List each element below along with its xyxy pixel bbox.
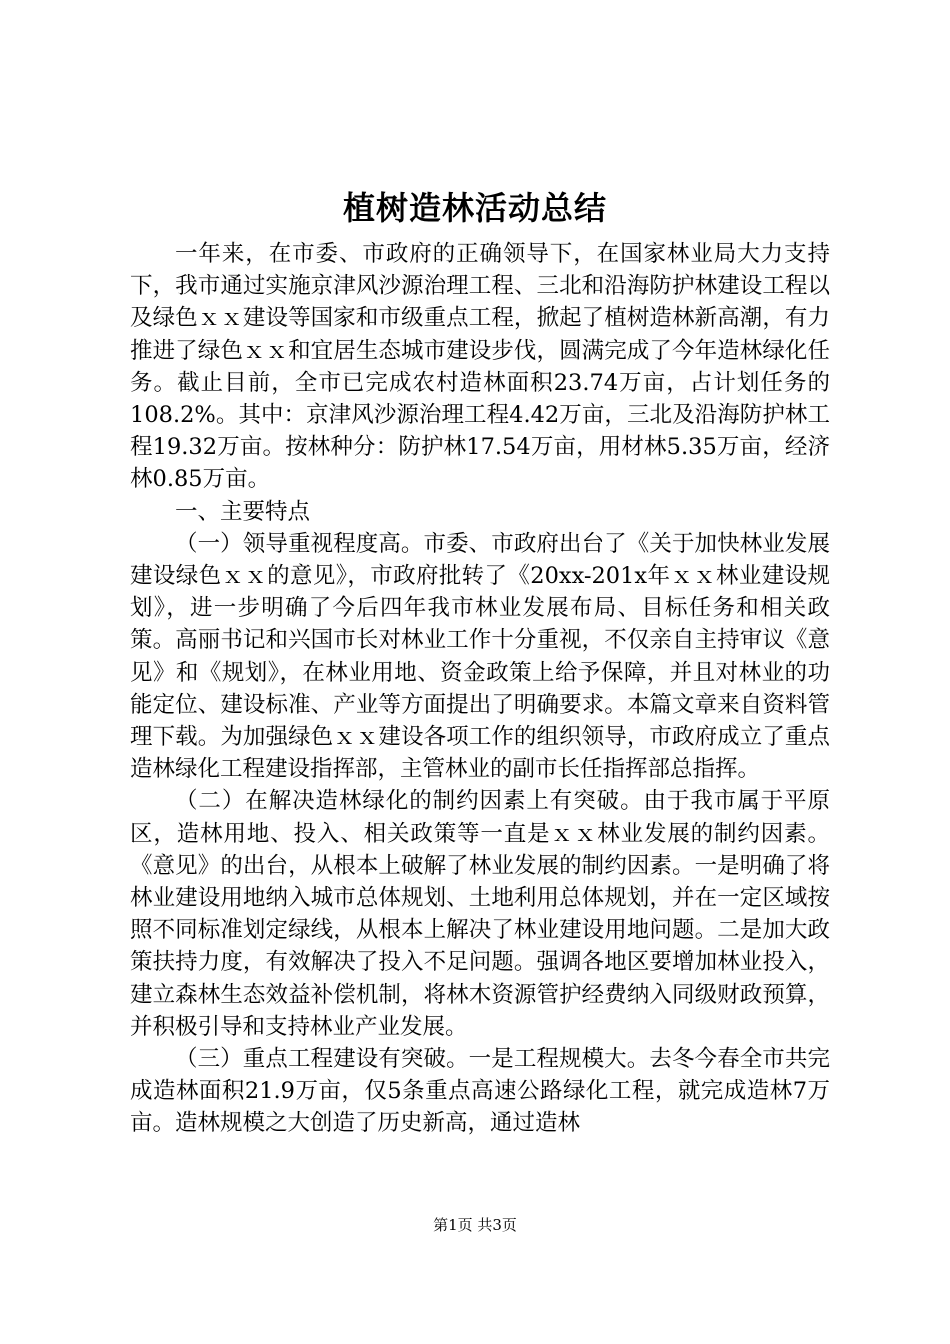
intro-paragraph: 一年来，在市委、市政府的正确领导下，在国家林业局大力支持下，我市通过实施京津风沙源治理工程、三北和沿海防护林建设工程以及绿色ｘｘ建设等国家和市级重点工程，掀起了植树造林新高潮，有力推进了绿色ｘｘ和宜居生态城市建设步伐，圆满完成了今年造林绿化任务。截止目前，全市已完成农村造林面积23.74万亩，占计划任务的108.2%。其中：京津风沙源治理工程4.42万亩，三北及沿海防护林工程19.32万亩。按林种分：防护林17.54万亩，用材林5.35万亩，经济林0.85万亩。 [130,241,830,493]
section-heading-main-features: 一、主要特点 [175,498,311,525]
paragraph-leadership: （一）领导重视程度高。市委、市政府出台了《关于加快林业发展建设绿色ｘｘ的意见》，市政府批转了《20xx-201x年ｘｘ林业建设规划》，进一步明确了今后四年我市林业发展布局、目标任务和相关政策。高丽书记和兴国市长对林业工作十分重视，不仅亲自主持审议《意见》和《规划》，在林业用地、资金政策上给予保障，并且对林业的功能定位、建设标准、产业等方面提出了明确要求。本篇文章来自资料管理下载。为加强绿色ｘｘ建设各项工作的组织领导，市政府成立了重点造林绿化工程建设指挥部，主管林业的副市长任指挥部总指挥。 [130,530,830,783]
paragraph-key-projects: （三）重点工程建设有突破。一是工程规模大。去冬今春全市共完成造林面积21.9万亩，仅5条重点高速公路绿化工程，就完成造林7万亩。造林规模之大创造了历史新高，通过造林 [130,1046,830,1137]
page-number-footer: 第1页 共3页 [433,1216,517,1234]
document-body [130,238,830,1140]
document-title: 植树造林活动总结 [342,189,607,227]
paragraph-constraints: （二）在解决造林绿化的制约因素上有突破。由于我市属于平原区，造林用地、投入、相关政策等一直是ｘｘ林业发展的制约因素。《意见》的出台，从根本上破解了林业发展的制约因素。一是明确了将林业建设用地纳入城市总体规划、土地利用总体规划，并在一定区域按照不同标准划定绿线，从根本上解决了林业建设用地问题。二是加大政策扶持力度，有效解决了投入不足问题。强调各地区要增加林业投入，建立森林生态效益补偿机制，将林木资源管护经费纳入同级财政预算，并积极引导和支持林业产业发展。 [130,788,830,1040]
